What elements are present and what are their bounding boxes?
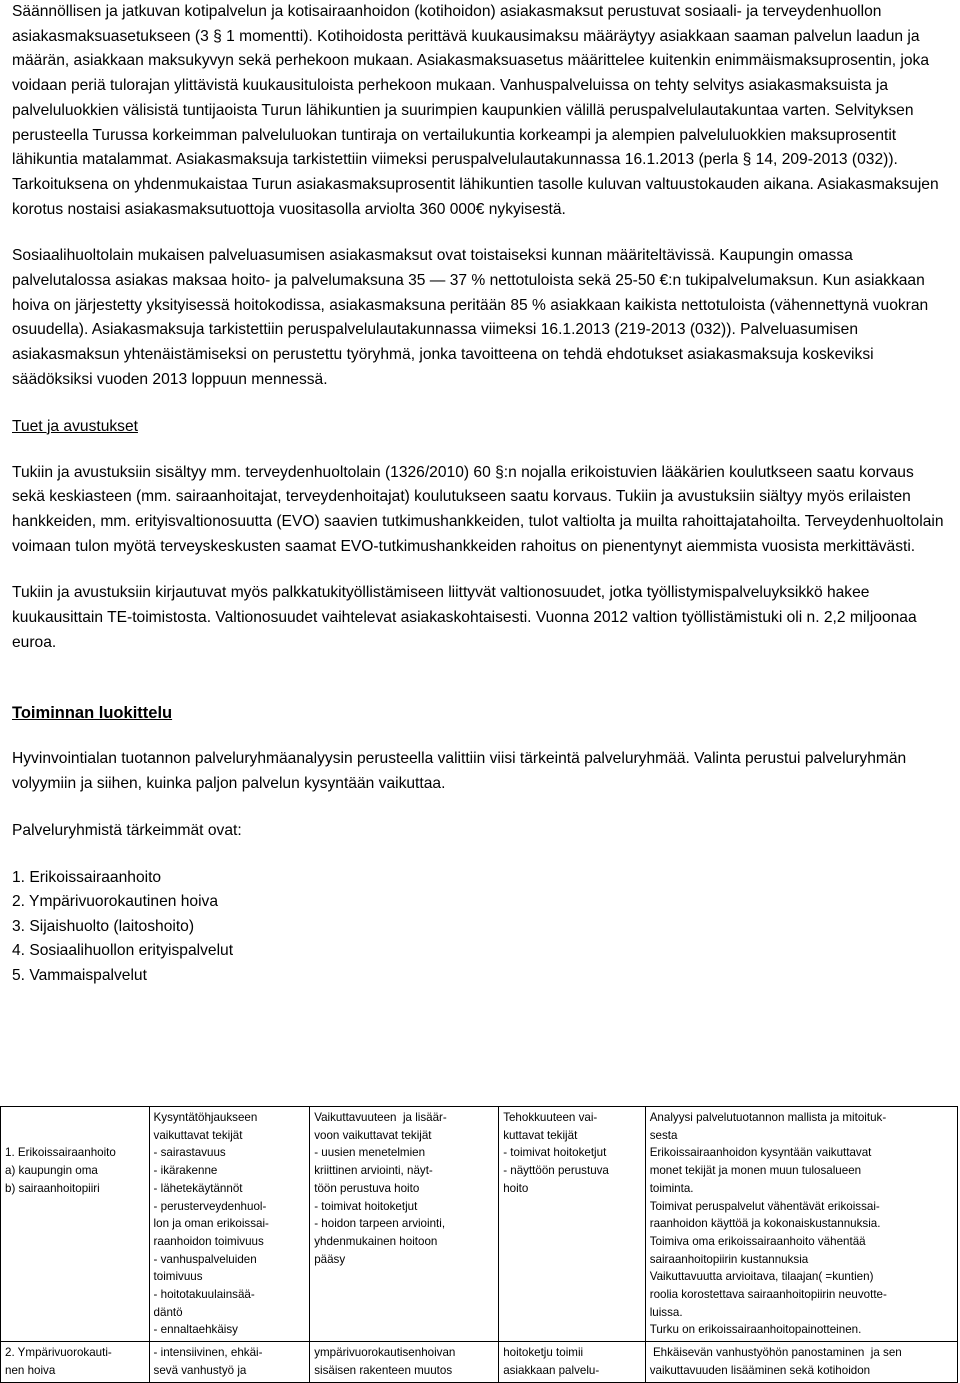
cell-line: Tehokkuuteen vai- (503, 1111, 598, 1124)
cell-line: däntö (153, 1305, 183, 1319)
cell-line: Analyysi palvelutuotannon mallista ja mitoituk- (649, 1111, 887, 1124)
cell-line: voon vaikuttavat tekijät (314, 1128, 432, 1142)
paragraph-tuet-1: Tukiin ja avustuksiin sisältyy mm. terveydenhuoltolain (1326/2010) 60 §:n nojalla erikoistuvien lääkärien koulutkseen saatu korvaus sekä keskiasteen (mm. sairaanhoitajat, terveydenhoitajat) koulutukseen saatu korvaus. Tukiin ja avustuksiin siältyy myös erilaisten hankkeiden, mm. erityisvaltionosuutta (EVO) saavien tutkimushankkeiden, tulot valtiolta ja muilta rahoittajatahoilta. Terveydenhuoltolain voimaan tulon myötä terveyskeskusten saamat EVO-tutkimushankkeiden rahoitus on pienentynyt aiemmista vuosista merkittävästi. (12, 463, 944, 555)
cell-line: toimivuus (153, 1270, 203, 1284)
table-cell (310, 1107, 499, 1342)
list-item: 2. Ympärivuorokautinen hoiva (12, 893, 219, 911)
cell-line: raanhoidon käyttöä ja kokonaiskustannuksia. (649, 1217, 881, 1231)
paragraph-asiakasmaksut-kotihoito: Säännöllisen ja jatkuvan kotipalvelun ja kotisairaanhoidon (kotihoidon) asiakasmaksut perustuvat sosiaali- ja terveydenhuollon asiakasmaksuasetukseen (3 § 1 momentti). Kotihoidosta perittävä kuukausimaksu määräytyy asiakkaan saaman palvelun laadun ja määrän, asiakkaan maksukyvyn sekä perhekoon mukaan. Asiakasmaksuasetus määrittelee kuitenkin enimmäismaksuprosentin, joka voidaan periä tulorajan ylittävistä kuukausituloista perhekoon mukaan. Vanhuspalveluissa on tehty selvitys asiakasmaksuista ja palveluluokkien välisistä tuntijaoista Turun lähikuntien ja suurimpien kaupunkien välillä peruspalvelulautakuntaa varten. Selvityksen perusteella Turussa korkeimman palveluluokan tuntiraja on vertailukuntia korkeampi ja alempien palveluluokkien maksuprosentit lähikuntia matalammat. Asiakasmaksuja tarkistettiin viimeksi peruspalvelulautakunnassa 16.1.2013 (perla § 14, 209-2013 (032)). Tarkoituksena on yhdenmukaistaa Turun asiakasmaksuprosentit lähikuntien tasolle kuluvan valtuustokauden aikana. Asiakasmaksujen korotus nostaisi asiakasmaksutuottoja vuositasolla arviolta 360 000€ nykyisestä. (12, 3, 939, 218)
table-cell (499, 1107, 646, 1342)
cell-line: - ennaltaehkäisy (153, 1323, 238, 1337)
table-row (1, 1342, 958, 1382)
cell-line: Ehkäisevän vanhustyöhön panostaminen ja sen (649, 1346, 902, 1360)
cell-line: sairaanhoitopiirin kustannuksia (649, 1252, 809, 1266)
list-item: 5. Vammaispalvelut (12, 966, 147, 984)
cell-line: kriittinen arviointi, näyt- (314, 1164, 433, 1178)
cell-line: raanhoidon toimivuus (153, 1234, 264, 1248)
list-item: 4. Sosiaalihuollon erityispalvelut (12, 942, 234, 960)
cell-line: 2. Ympärivuorokauti- (5, 1346, 112, 1360)
cell-line: sisäisen rakenteen muutos (314, 1363, 453, 1377)
cell-line: - uusien menetelmien (314, 1146, 426, 1160)
cell-line: - lähetekäytännöt (153, 1181, 243, 1195)
cell-line: - perusterveydenhuol- (153, 1199, 267, 1213)
paragraph-palveluasuminen: Sosiaalihuoltolain mukaisen palveluasumisen asiakasmaksut ovat toistaiseksi kunnan määriteltävissä. Kaupungin omassa palvelutalossa asiakas maksaa hoito- ja palvelumaksuna 35 — 37 % nettotuloista sekä 25-50 €:n tukipalvelumaksun. Kun asiakkaan hoiva on järjestetty yksityisessä hoitokodissa, asiakasmaksuna peritään 85 % asiakkaan kaikista nettotuloista (vähennettynä vuokran osuudella). Asiakasmaksuja tarkistettiin peruspalvelulautakunnassa viimeksi 16.1.2013 (219-2013 (032)). Palveluasumisen asiakasmaksun yhtenäistämiseksi on perustettu työryhmä, jonka tavoitteena on tehdä ehdotukset asiakasmaksuja koskeviksi säädöksiksi vuoden 2013 loppuun mennessä. (12, 247, 929, 388)
cell-line: vaikuttavat tekijät (153, 1128, 243, 1142)
service-group-table (0, 1106, 958, 1383)
heading-tuet-ja-avustukset: Tuet ja avustukset (12, 417, 138, 435)
cell-line: Toimivat peruspalvelut vähentävät erikoissai- (649, 1199, 880, 1213)
cell-line: - toimivat hoitoketjut (314, 1199, 418, 1213)
cell-line: - toimivat hoitoketjut (503, 1146, 607, 1160)
cell-line: Toimiva oma erikoissairaanhoito vähentää (649, 1234, 866, 1248)
cell-line: a) kaupungin oma (5, 1164, 98, 1178)
cell-line: toiminta. (649, 1181, 694, 1195)
cell-line: vaikuttavuuden lisääminen sekä kotihoidon (649, 1363, 871, 1377)
cell-line: - sairastavuus (153, 1146, 226, 1160)
cell-line (5, 1127, 145, 1145)
cell-line: hoito (503, 1181, 529, 1195)
cell-line: - ikärakenne (153, 1164, 218, 1178)
cell-line: - hoidon tarpeen arviointi, (314, 1217, 446, 1231)
cell-line: - näyttöön perustuva (503, 1164, 609, 1178)
service-group-list (12, 866, 946, 989)
cell-line: pääsy (314, 1252, 346, 1266)
table-row (1, 1107, 958, 1342)
paragraph-palveluryhmista: Palveluryhmistä tärkeimmät ovat: (12, 821, 242, 839)
cell-line: hoitoketju toimii (503, 1346, 584, 1360)
cell-line: töön perustuva hoito (314, 1181, 420, 1195)
list-item: 1. Erikoissairaanhoito (12, 868, 162, 886)
table-cell (1, 1107, 150, 1342)
cell-line: - hoitotakuulainsää- (153, 1288, 255, 1302)
cell-line: sesta (649, 1128, 678, 1142)
cell-line: sevä vanhustyö ja (153, 1363, 247, 1377)
table-cell (149, 1107, 310, 1342)
cell-line: - intensiivinen, ehkäi- (153, 1346, 263, 1360)
cell-line: kuttavat tekijät (503, 1128, 578, 1142)
cell-line: lon ja oman erikoissai- (153, 1217, 269, 1231)
cell-line (5, 1109, 145, 1127)
table-cell (310, 1342, 499, 1382)
cell-line: Kysyntätöhjaukseen (153, 1111, 258, 1124)
cell-line: Vaikuttavuutta arvioitava, tilaajan( =kuntien) (649, 1270, 874, 1284)
cell-line: - vanhuspalveluiden (153, 1252, 257, 1266)
cell-line: roolia korostettava sairaanhoitopiirin neuvotte- (649, 1288, 887, 1302)
cell-line: yhdenmukainen hoitoon (314, 1234, 438, 1248)
cell-line: 1. Erikoissairaanhoito (5, 1146, 116, 1160)
paragraph-palveluryhmaanalyysi: Hyvinvointialan tuotannon palveluryhmäanalyysin perusteella valittiin viisi tärkeintä palveluryhmää. Valinta perustui palveluryhmän volyymiin ja siihen, kuinka paljon palvelun kysyntään vaikuttaa. (12, 750, 907, 793)
heading-toiminnan-luokittelu: Toiminnan luokittelu (12, 704, 173, 723)
table-cell (1, 1342, 150, 1382)
table-cell (645, 1107, 957, 1342)
cell-line: b) sairaanhoitopiiri (5, 1181, 100, 1195)
cell-line: Turku on erikoissairaanhoitopainotteinen. (649, 1323, 862, 1337)
cell-line: asiakkaan palvelu- (503, 1363, 600, 1377)
cell-line: Vaikuttavuuteen ja lisäär- (314, 1111, 447, 1124)
document-page (12, 0, 946, 988)
table-cell (149, 1342, 310, 1382)
table-cell (645, 1342, 957, 1382)
cell-line: Erikoissairaanhoidon kysyntään vaikuttavat (649, 1146, 872, 1160)
cell-line: nen hoiva (5, 1363, 56, 1377)
paragraph-tuet-2: Tukiin ja avustuksiin kirjautuvat myös palkkatukityöllistämiseen liittyvät valtionosuudet, jotka työllistymispalveluyksikkö hakee kuukausittain TE-toimistosta. Valtionosuudet vaihtelevat asiakaskohtaisesti. Vuonna 2012 valtion työllistämistuki oli n. 2,2 miljoonaa euroa. (12, 584, 917, 651)
list-item: 3. Sijaishuolto (laitoshoito) (12, 917, 195, 935)
cell-line: monet tekijät ja monen muun tulosalueen (649, 1164, 862, 1178)
table-cell (499, 1342, 646, 1382)
cell-line: ympärivuorokautisenhoivan (314, 1346, 456, 1360)
cell-line: luissa. (649, 1305, 683, 1319)
